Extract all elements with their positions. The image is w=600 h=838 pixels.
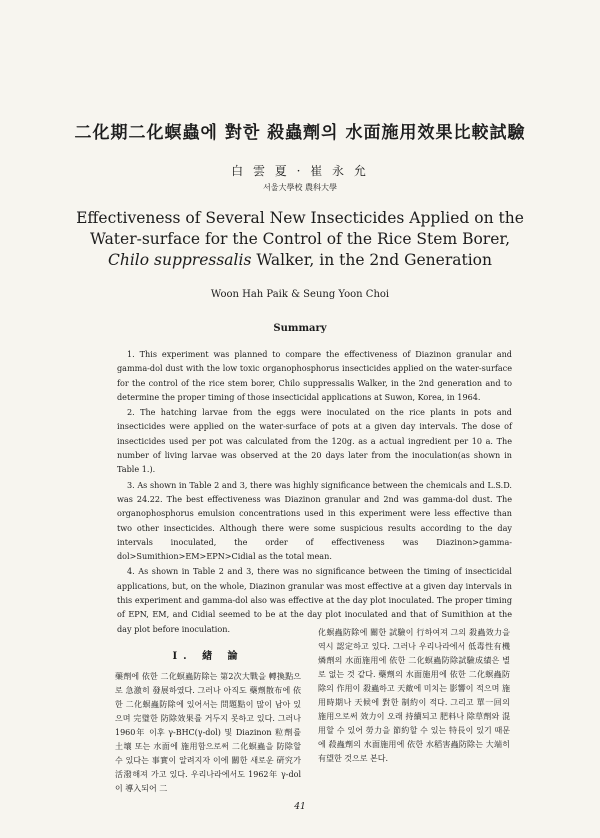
summary-heading: Summary (273, 323, 327, 334)
english-authors: Woon Hah Paik & Seung Yoon Choi (210, 289, 390, 300)
intro-left-column (115, 626, 301, 796)
intro-left-text: 藥劑에 依한 二化螟蟲防除는 第2次大戰을 轉換點으로 急激히 發展하였다. 그러나 아직도 藥劑散布에 依한 二化螟蟲防除에 있어서는 問題點이 많이 남아 있으며 完璧한 防除效果를 거두지 못하고 있다. 그러나 1960年 이후 γ-BHC(γ-dol) 및 Diazinon 粒劑를 土壤 또는 水面에 施用함으로써 二化螟蟲을 防除할 수 있다는 事實이 알려지자 이에 關한 새로운 硏究가 活潑해져 가고 있다. 우리나라에서도 1962年 γ-dol이 導入되어 二 (115, 672, 301, 793)
summary-paragraph-2: 2. The hatching larvae from the eggs were inoculated on the rice plants in pots and insecticides were applied on the water-surface of pots at a given day intervals. The dose of insecticides used per pot was calculated from the 120g. as a actual ingredient per 10 a. The number of living larvae was observed at the 20 days later from the inoculation(as shown in Table 1.). (117, 407, 512, 475)
intro-right-text: 化螟蟲防除에 關한 試驗이 行하여져 그의 殺蟲效力을 역시 認定하고 있다. 그러나 우리나라에서 低毒性有機燐劑의 水面施用에 依한 二化螟蟲防除試驗成績은 별로 없는 것 같다. 藥劑의 水面施用에 依한 二化螟蟲防除의 作用이 殺蟲하고 天敵에 미치는 影響이 적으며 施用時期나 天候에 對한 制約이 적다. 그리고 單一回의 施用으로써 效力이 오래 持續되고 肥料나 除草劑와 混用할 수 있어 勞力을 節約할 수 있는 特長이 있기 때문에 殺蟲劑의 水面施用에 依한 水稻害蟲防除는 大端히 有望한 것으로 본다. (318, 628, 510, 763)
summary-paragraph-1: 1. This experiment was planned to compare the effectiveness of Diazinon granular and gamma-dol dust with the low toxic organophosphorus insecticides applied on the water-surface for the control of the rice stem borer, Chilo suppressalis Walker, in the 2nd generation and to determine the proper timing of those insecticidal applications at Suwon, Korea, in 1964. (117, 349, 512, 402)
english-title-line-1: Effectiveness of Several New Insecticides Applied on the (76, 209, 524, 227)
korean-title: 二化期二化螟蟲에 對한 殺蟲劑의 水面施用效果比較試驗 (74, 123, 526, 143)
summary-paragraph-4: 4. As shown in Table 2 and 3, there was no significance between the timing of insecticidal applications, but, on the whole, Diazinon granular was most effective at a given day intervals in this experiment and gamma-dol also was effective at the day plot inoculated. The proper timing of EPN, EM, and Cidial seemed to be at the day plot inoculated and that of Sumithion at the day plot before inoculation. (117, 566, 512, 634)
summary-body (117, 347, 512, 636)
page-number: 41 (294, 802, 306, 812)
korean-affiliation: 서울大學校 農科大學 (263, 183, 337, 192)
korean-authors: 白 雲 夏 · 崔 永 允 (231, 164, 369, 178)
english-title (40, 208, 560, 271)
species-name: Chilo suppressalis (108, 251, 252, 269)
summary-paragraph-3: 3. As shown in Table 2 and 3, there was highly significance between the chemicals and L.S.D. was 24.22. The best effectiveness was Diazinon granular and 2nd was gamma-dol dust. The organophosphorus emulsion concentrations used in this experiment were less effective than two other insecticides. Although there were some suspicious results according to the day intervals inoculated, the order of effectiveness was Diazinon>gamma-dol>Sumithion>EM>EPN>Cidial as the total mean. (117, 479, 512, 562)
english-title-line-2: Water-surface for the Control of the Rice Stem Borer, (89, 230, 511, 248)
intro-right-column (318, 626, 510, 766)
section-heading: I. 緖 論 (172, 651, 244, 662)
english-title-line-3-rest: Walker, in the 2nd Generation (256, 251, 492, 269)
english-title-line-3 (40, 250, 560, 271)
